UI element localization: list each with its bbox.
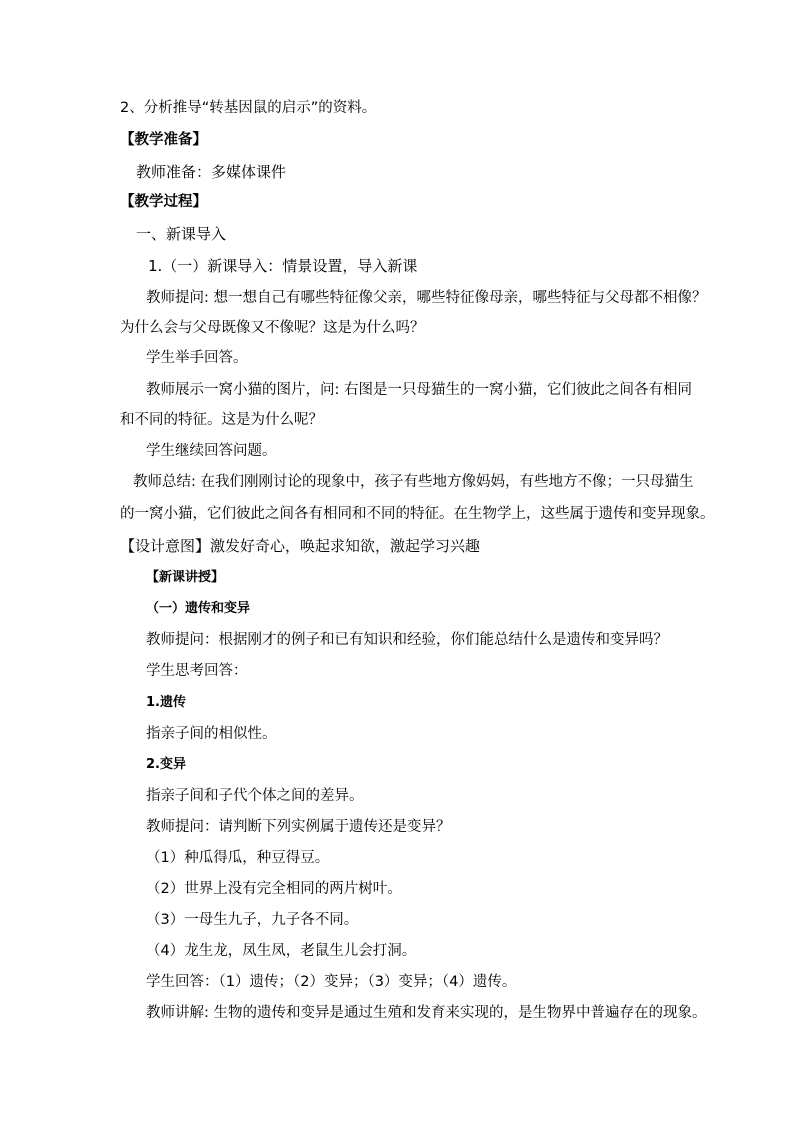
subsection-heading: （一）遗传和变异 [146, 601, 251, 616]
text-line: 指亲子间和子代个体之间的差异。 [146, 788, 364, 804]
subsection-heading: 1.遗传 [146, 695, 186, 710]
text-line: 学生举手回答。 [146, 350, 248, 366]
text-line: 和不同的特征。这是为什么呢？ [120, 412, 323, 428]
text-line: 教师展示一窝小猫的图片，问: 右图是一只母猫生的一窝小猫，它们彼此之间各有相同 [146, 382, 692, 398]
subsection-heading: 2.变异 [146, 757, 186, 772]
list-item: （1）种瓜得瓜，种豆得豆。 [146, 850, 330, 866]
text-line: 学生回答：（1）遗传；（2）变异；（3）变异；（4）遗传。 [146, 974, 517, 990]
text-line: 学生继续回答问题。 [146, 443, 277, 459]
text-line: 的一窝小猫，它们彼此之间各有相同和不同的特征。在生物学上，这些属于遗传和变异现象。 [120, 506, 715, 522]
text-line: 学生思考回答： [146, 663, 248, 679]
list-item: （2）世界上没有完全相同的两片树叶。 [146, 881, 402, 897]
text-line: 教师准备：多媒体课件 [136, 163, 287, 181]
text-line: 为什么会与父母既像又不像呢？这是为什么吗？ [120, 320, 425, 336]
text-line: 1.（一）新课导入：情景设置，导入新课 [148, 257, 418, 275]
text-line: 教师提问：请判断下列实例属于遗传还是变异？ [146, 819, 451, 835]
section-heading: 【新课讲授】 [146, 570, 225, 585]
list-item: （4）龙生龙，凤生凤，老鼠生儿会打洞。 [146, 943, 417, 959]
text-line: 一、新课导入 [136, 225, 227, 243]
text-line: 教师提问: 想一想自己有哪些特征像父亲，哪些特征像母亲，哪些特征与父母都不相像？ [146, 290, 707, 306]
text-line: 教师提问：根据刚才的例子和已有知识和经验，你们能总结什么是遗传和变异吗？ [146, 632, 668, 648]
text-line: 指亲子间的相似性。 [146, 726, 277, 742]
section-heading: 【教学准备】 [120, 132, 207, 148]
list-item: （3）一母生九子，九子各不同。 [146, 912, 359, 928]
text-line: 2、分析推导“转基因鼠的启示”的资料。 [120, 100, 377, 116]
text-line: 教师讲解: 生物的遗传和变异是通过生殖和发育来实现的，是生物界中普遍存在的现象。 [146, 1005, 707, 1021]
text-line: 【设计意图】激发好奇心，唤起求知欲，激起学习兴趣 [120, 537, 481, 555]
text-line: 教师总结: 在我们刚刚讨论的现象中，孩子有些地方像妈妈，有些地方不像；一只母猫生 [133, 474, 694, 490]
section-heading: 【教学过程】 [120, 194, 207, 210]
